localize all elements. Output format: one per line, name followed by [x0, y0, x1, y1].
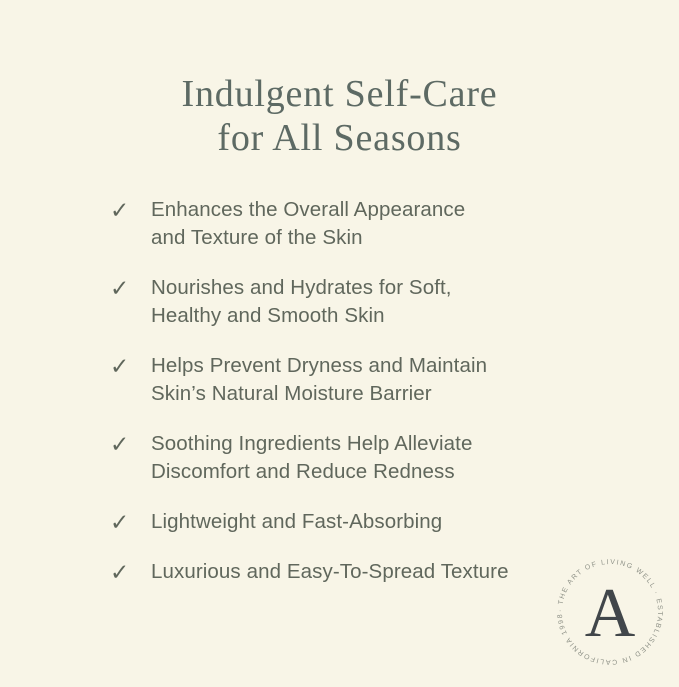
- check-icon: ✓: [110, 353, 130, 379]
- brand-stamp: [535, 537, 679, 687]
- benefit-line: Discomfort and Reduce Redness: [151, 460, 455, 483]
- benefit-text: [151, 352, 487, 408]
- benefit-text: [151, 558, 509, 586]
- list-item: [110, 430, 629, 486]
- title-line-1: Indulgent Self-Care: [181, 73, 498, 115]
- check-icon: ✓: [110, 275, 130, 301]
- check-icon: ✓: [110, 431, 130, 457]
- title-line-2: for All Seasons: [217, 117, 462, 159]
- check-icon: ✓: [110, 197, 130, 223]
- benefit-line: Soothing Ingredients Help Alleviate: [151, 432, 473, 455]
- benefits-list: [0, 196, 679, 586]
- brand-monogram: A: [584, 575, 636, 652]
- benefit-text: [151, 274, 452, 330]
- benefit-text: [151, 508, 442, 536]
- check-icon: ✓: [110, 509, 130, 535]
- benefit-text: [151, 196, 465, 252]
- list-item: [110, 274, 629, 330]
- list-item: [110, 196, 629, 252]
- benefit-line: Lightweight and Fast-Absorbing: [151, 510, 443, 533]
- benefit-line: and Texture of the Skin: [151, 226, 363, 249]
- page-title: [0, 72, 679, 160]
- brand-ring-text: · THE ART OF LIVING WELL · ESTABLISHED IN CALIFORNIA 1998: [556, 558, 664, 666]
- check-icon: ✓: [110, 559, 130, 585]
- benefit-line: Enhances the Overall Appearance: [151, 198, 466, 221]
- brand-stamp-graphic: [535, 537, 679, 687]
- benefit-line: Healthy and Smooth Skin: [151, 304, 385, 327]
- benefit-line: Nourishes and Hydrates for Soft,: [151, 276, 452, 299]
- benefit-text: [151, 430, 472, 486]
- benefit-line: Skin’s Natural Moisture Barrier: [151, 382, 432, 405]
- benefit-line: Helps Prevent Dryness and Maintain: [151, 354, 488, 377]
- list-item: [110, 352, 629, 408]
- list-item: [110, 508, 629, 536]
- benefit-line: Luxurious and Easy-To-Spread Texture: [151, 560, 509, 583]
